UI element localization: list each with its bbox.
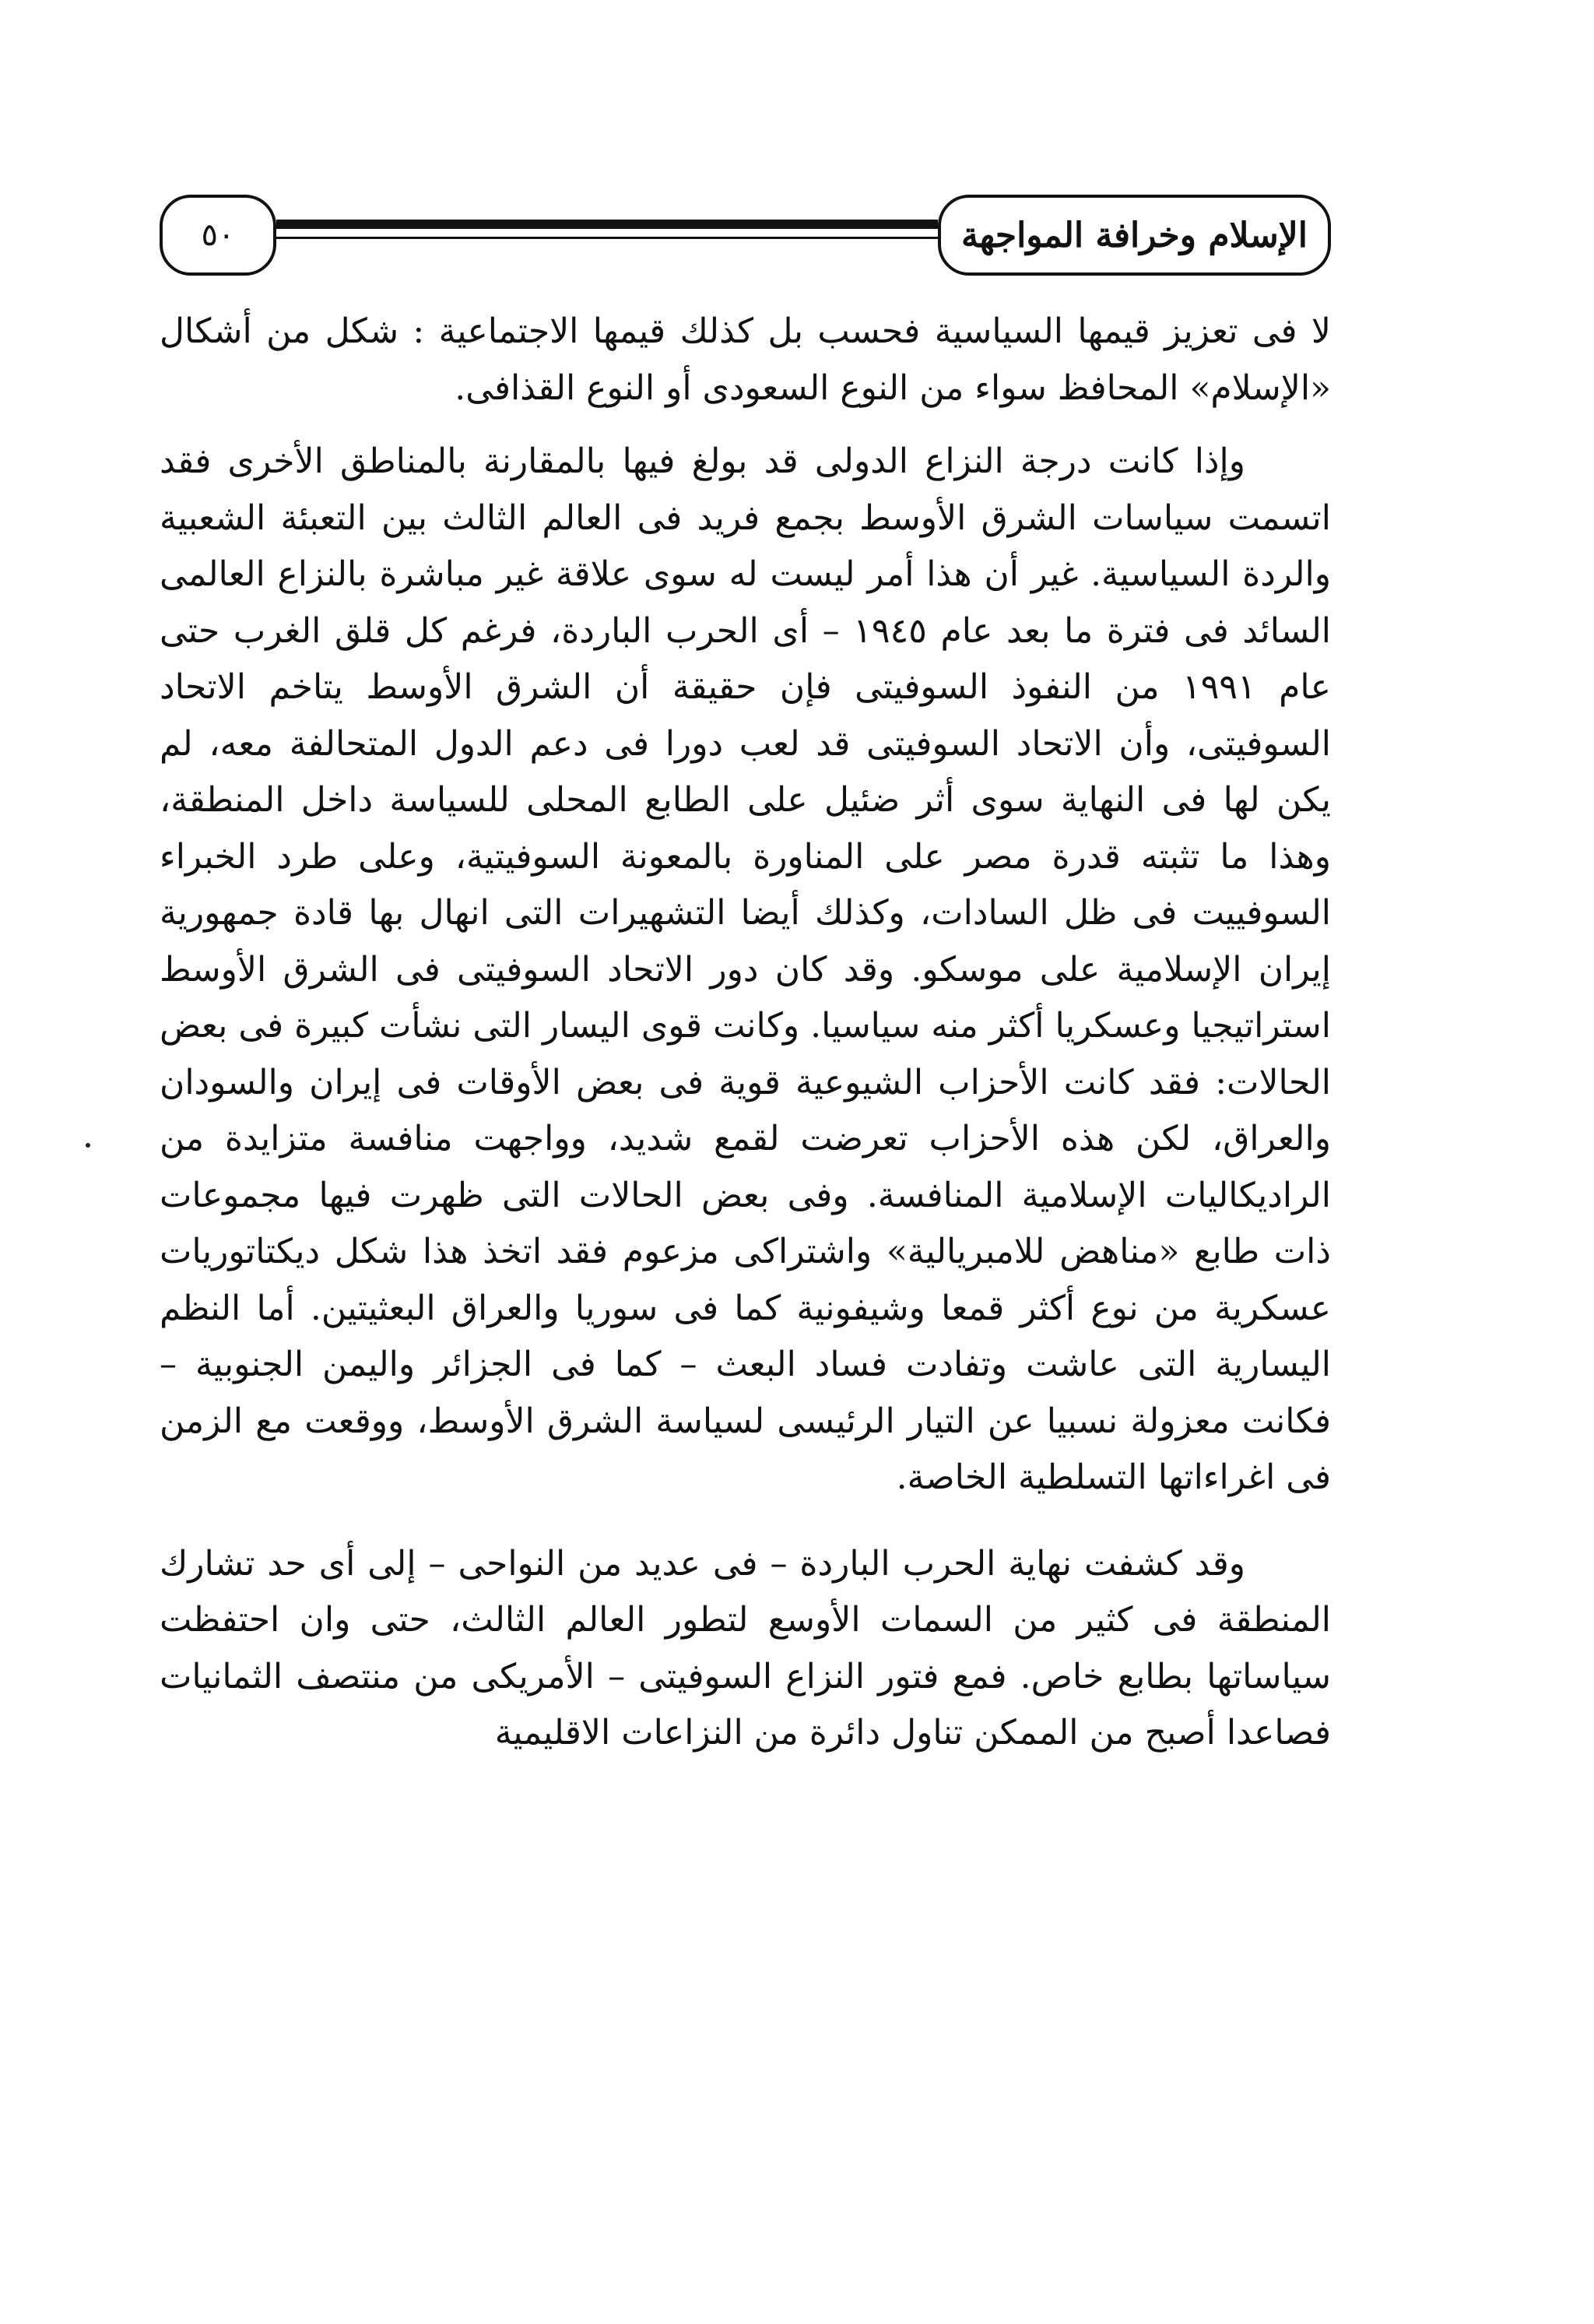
running-title: الإسلام وخرافة المواجهة	[938, 195, 1331, 276]
header-rule-thin	[276, 237, 938, 239]
paragraph-continuation: لا فى تعزيز قيمها السياسية فحسب بل كذلك قيمها الاجتماعية : شكل من أشكال «الإسلام» المحافظ سواء من النوع السعودى أو النوع القذافى.	[160, 311, 1331, 408]
scan-speck	[86, 1143, 90, 1148]
running-header	[160, 195, 1331, 287]
paragraph: وإذا كانت درجة النزاع الدولى قد بولغ فيها بالمقارنة بالمناطق الأخرى فقد اتسمت سياسات الشرق الأوسط بجمع فريد فى العالم الثالث بين التعبئة الشعبية والردة السياسية. غير أن هذا أمر ليست له سوى علاقة غير مباشرة بالنزاع العالمى السائد فى فترة ما بعد عام ١٩٤٥ – أى الحرب الباردة، فرغم كل قلق الغرب حتى عام ١٩٩١ من النفوذ السوفيتى فإن حقيقة أن الشرق الأوسط يتاخم الاتحاد السوفيتى، وأن الاتحاد السوفيتى قد لعب دورا فى دعم الدول المتحالفة معه، لم يكن لها فى النهاية سوى أثر ضئيل على الطابع المحلى للسياسة داخل المنطقة، وهذا ما تثبته قدرة مصر على المناورة بالمعونة السوفيتية، وعلى طرد الخبراء السوفييت فى ظل السادات، وكذلك أيضا التشهيرات التى انهال بها قادة جمهورية إيران الإسلامية على موسكو. وقد كان دور الاتحاد السوفيتى فى الشرق الأوسط استراتيجيا وعسكريا أكثر منه سياسيا. وكانت قوى اليسار التى نشأت كبيرة فى بعض الحالات: فقد كانت الأحزاب الشيوعية قوية فى بعض الأوقات فى إيران والسودان والعراق، لكن هذه الأحزاب تعرضت لقمع شديد، وواجهت منافسة متزايدة من الراديكاليات الإسلامية المنافسة. وفى بعض الحالات التى ظهرت فيها مجموعات ذات طابع «مناهض للامبريالية» واشتراكى مزعوم فقد اتخذ هذا شكل ديكتاتوريات عسكرية من نوع أكثر قمعا وشيفونية كما فى سوريا والعراق البعثيتين. أما النظم اليسارية التى عاشت وتفادت فساد البعث – كما فى الجزائر واليمن الجنوبية – فكانت معزولة نسبيا عن التيار الرئيسى لسياسة الشرق الأوسط، ووقعت مع الزمن فى اغراءاتها التسلطية الخاصة.	[160, 441, 1332, 1497]
page-number: ٥٠	[160, 195, 276, 276]
page-body	[160, 304, 1331, 1762]
header-rule-thick	[276, 220, 938, 229]
paragraph: وقد كشفت نهاية الحرب الباردة – فى عديد من النواحى – إلى أى حد تشارك المنطقة فى كثير من السمات الأوسع لتطور العالم الثالث، حتى وان احتفظت سياساتها بطابع خاص. فمع فتور النزاع السوفيتى – الأمريكى من منتصف الثمانيات فصاعدا أصبح من الممكن تناول دائرة من النزاعات الاقليمية	[160, 1543, 1331, 1753]
